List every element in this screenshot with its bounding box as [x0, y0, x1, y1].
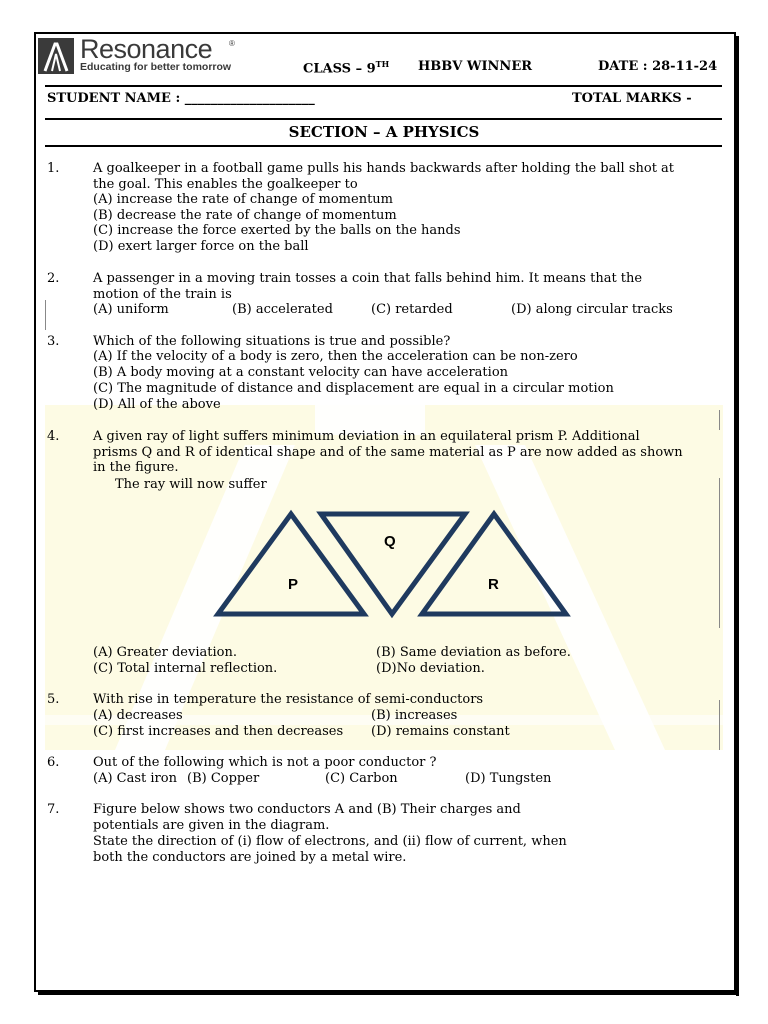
- option-d: (D) remains constant: [371, 724, 510, 739]
- question-text: A given ray of light suffers minimum deviation in an equilateral prism P. Additional: [93, 429, 640, 444]
- question-text: Out of the following which is not a poor conductor ?: [93, 755, 437, 770]
- option-b: (B) A body moving at a constant velocity can have acceleration: [93, 365, 509, 380]
- option-a: (A) If the velocity of a body is zero, then the acceleration can be non-zero: [93, 349, 578, 364]
- option-c: (C) increase the force exerted by the balls on the hands: [93, 223, 461, 238]
- margin-mark: [45, 300, 46, 330]
- class-label: CLASS – 9TH: [303, 59, 390, 77]
- option-d: (D) exert larger force on the ball: [93, 239, 309, 254]
- option-d: (D) along circular tracks: [511, 302, 673, 317]
- question-number: 6.: [47, 755, 60, 770]
- date-label: DATE : 28-11-24: [598, 59, 718, 74]
- option-d: (D)No deviation.: [376, 661, 485, 676]
- option-b: (B) Same deviation as before.: [376, 645, 571, 660]
- section-title: SECTION – A PHYSICS: [288, 123, 480, 141]
- page-shadow-right: [736, 36, 739, 996]
- margin-mark: [719, 700, 720, 750]
- option-a: (A) decreases: [93, 708, 183, 723]
- option-b: (B) accelerated: [232, 302, 333, 317]
- header-divider: [45, 85, 722, 87]
- prism-label-q: Q: [384, 533, 396, 550]
- option-b: (B) increases: [371, 708, 458, 723]
- question-text: State the direction of (i) flow of electrons, and (ii) flow of current, when: [93, 834, 567, 849]
- question-number: 3.: [47, 334, 60, 349]
- option-c: (C) The magnitude of distance and displacement are equal in a circular motion: [93, 381, 614, 396]
- question-text: A goalkeeper in a football game pulls his hands backwards after holding the ball shot at: [93, 161, 675, 176]
- question-text: the goal. This enables the goalkeeper to: [93, 177, 358, 192]
- question-text: both the conductors are joined by a metal wire.: [93, 850, 407, 865]
- prism-label-r: R: [488, 576, 499, 593]
- margin-mark: [719, 410, 720, 430]
- option-a: (A) increase the rate of change of momentum: [93, 192, 394, 207]
- option-a: (A) uniform: [93, 302, 169, 317]
- brand-tagline: Educating for better tomorrow: [80, 61, 232, 73]
- question-number: 2.: [47, 271, 60, 286]
- brand-registered-mark: ®: [229, 39, 235, 48]
- question-text: potentials are given in the diagram.: [93, 818, 330, 833]
- question-text: prisms Q and R of identical shape and of the same material as P are now added as shown: [93, 445, 683, 460]
- question-number: 7.: [47, 802, 60, 817]
- option-d: (D) Tungsten: [465, 771, 552, 786]
- option-d: (D) All of the above: [93, 397, 221, 412]
- question-text: The ray will now suffer: [115, 477, 267, 492]
- margin-mark: [719, 478, 720, 628]
- question-number: 1.: [47, 161, 60, 176]
- question-number: 4.: [47, 429, 60, 444]
- option-c: (C) retarded: [371, 302, 453, 317]
- question-number: 5.: [47, 692, 60, 707]
- question-text: in the figure.: [93, 460, 179, 475]
- question-text: motion of the train is: [93, 287, 232, 302]
- option-a: (A) Cast iron: [93, 771, 177, 786]
- option-b: (B) decrease the rate of change of momentum: [93, 208, 397, 223]
- option-c: (C) first increases and then decreases: [93, 724, 344, 739]
- batch-label: HBBV WINNER: [418, 59, 533, 74]
- page-shadow-bottom: [38, 992, 739, 995]
- brand-name: Resonance: [80, 34, 213, 64]
- section-rule-top: [45, 118, 722, 120]
- question-text: With rise in temperature the resistance of semi-conductors: [93, 692, 484, 707]
- question-text: Figure below shows two conductors A and (B) Their charges and: [93, 802, 521, 817]
- prism-figure: [210, 508, 580, 623]
- resonance-logo-icon: [38, 38, 74, 74]
- question-text: A passenger in a moving train tosses a coin that falls behind him. It means that the: [93, 271, 643, 286]
- total-marks-label: TOTAL MARKS -: [572, 91, 692, 106]
- prism-label-p: P: [288, 576, 299, 593]
- question-text: Which of the following situations is true and possible?: [93, 334, 451, 349]
- section-rule-bottom: [45, 145, 722, 147]
- student-name-field: STUDENT NAME : ____________________: [47, 91, 315, 106]
- option-c: (C) Total internal reflection.: [93, 661, 278, 676]
- option-b: (B) Copper: [187, 771, 260, 786]
- option-c: (C) Carbon: [325, 771, 398, 786]
- option-a: (A) Greater deviation.: [93, 645, 237, 660]
